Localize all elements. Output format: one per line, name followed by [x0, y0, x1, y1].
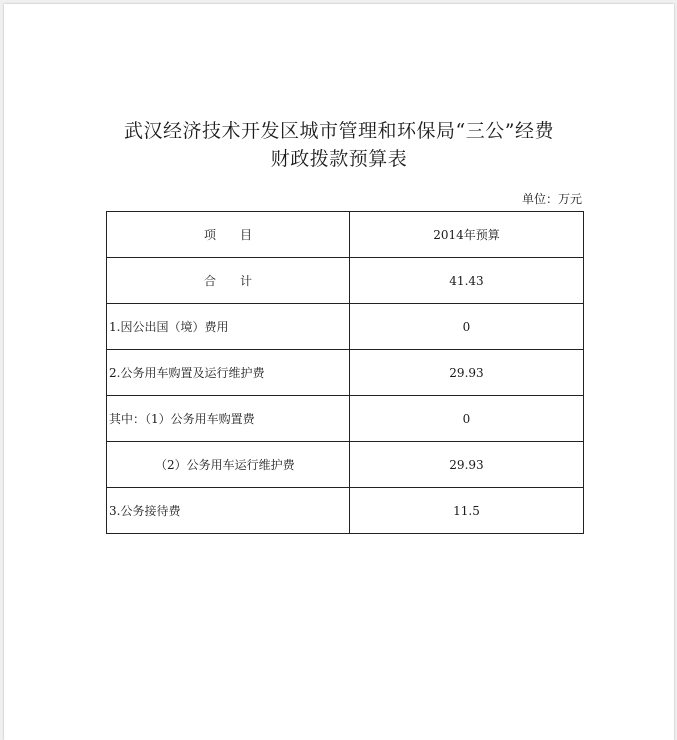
row-value: 11.5 — [349, 488, 583, 534]
header-budget-2014: 2014年预算 — [349, 212, 583, 258]
budget-table — [106, 211, 584, 534]
table-row — [107, 258, 584, 304]
document-title-line-1: 武汉经济技术开发区城市管理和环保局“三公”经费 — [124, 120, 554, 142]
table-row — [107, 396, 584, 442]
row-value: 41.43 — [349, 258, 583, 304]
header-item: 项 目 — [107, 212, 350, 258]
row-value: 29.93 — [349, 350, 583, 396]
row-item: 3.公务接待费 — [107, 488, 350, 534]
table-row — [107, 442, 584, 488]
row-value: 29.93 — [349, 442, 583, 488]
unit-label: 单位：万元 — [521, 192, 582, 206]
row-item: 其中：（1）公务用车购置费 — [107, 396, 350, 442]
table-row — [107, 488, 584, 534]
table-row — [107, 304, 584, 350]
row-value: 0 — [349, 304, 583, 350]
table-row — [107, 350, 584, 396]
row-item: 1.因公出国（境）费用 — [107, 304, 350, 350]
document-title-line-2: 财政拨款预算表 — [270, 148, 408, 170]
row-item: （2）公务用车运行维护费 — [107, 442, 350, 488]
row-item: 合 计 — [107, 258, 350, 304]
table-header-row — [107, 212, 584, 258]
row-item: 2.公务用车购置及运行维护费 — [107, 350, 350, 396]
row-value: 0 — [349, 396, 583, 442]
